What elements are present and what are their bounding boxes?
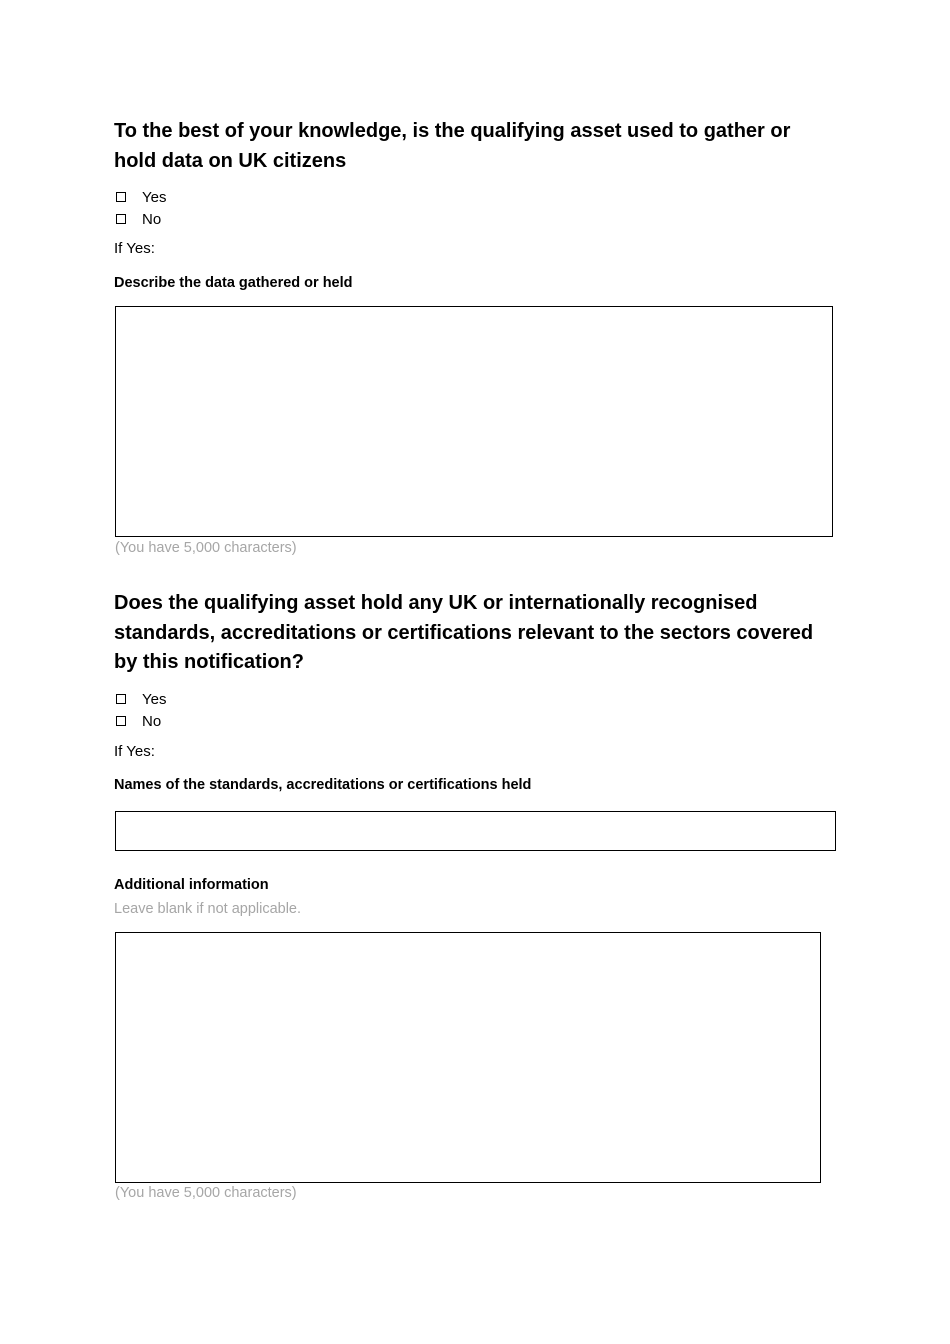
field-label-data-description: Describe the data gathered or held [114,275,353,291]
option-label: No [142,712,162,730]
char-count-hint: (You have 5,000 characters) [115,540,297,556]
option-label: No [142,210,162,228]
if-yes-label: If Yes: [114,743,155,760]
option-yes-uk-data[interactable] [114,186,166,208]
option-label: Yes [142,690,167,708]
question-standards-held: Does the qualifying asset hold any UK or internationally recognised standards, accreditations or certifications relevant to the sectors covered by this notification? [114,592,814,673]
option-no-uk-data[interactable] [114,208,161,230]
checkbox-icon[interactable] [116,716,126,726]
standards-names-input[interactable] [115,811,836,851]
blank-hint: Leave blank if not applicable. [114,901,302,917]
if-yes-label: If Yes: [114,240,155,257]
checkbox-icon[interactable] [116,694,126,704]
option-no-standards[interactable] [114,710,161,732]
field-label-additional-info: Additional information [114,877,269,893]
additional-info-textarea[interactable] [115,932,821,1183]
question-uk-citizens-data: To the best of your knowledge, is the qualifying asset used to gather or hold data on UK citizens [114,120,791,172]
data-description-textarea[interactable] [115,306,833,537]
checkbox-icon[interactable] [116,192,126,202]
checkbox-icon[interactable] [116,214,126,224]
field-label-standards-names: Names of the standards, accreditations or certifications held [114,777,532,793]
char-count-hint: (You have 5,000 characters) [115,1185,297,1201]
option-yes-standards[interactable] [114,688,166,710]
option-label: Yes [142,188,167,206]
